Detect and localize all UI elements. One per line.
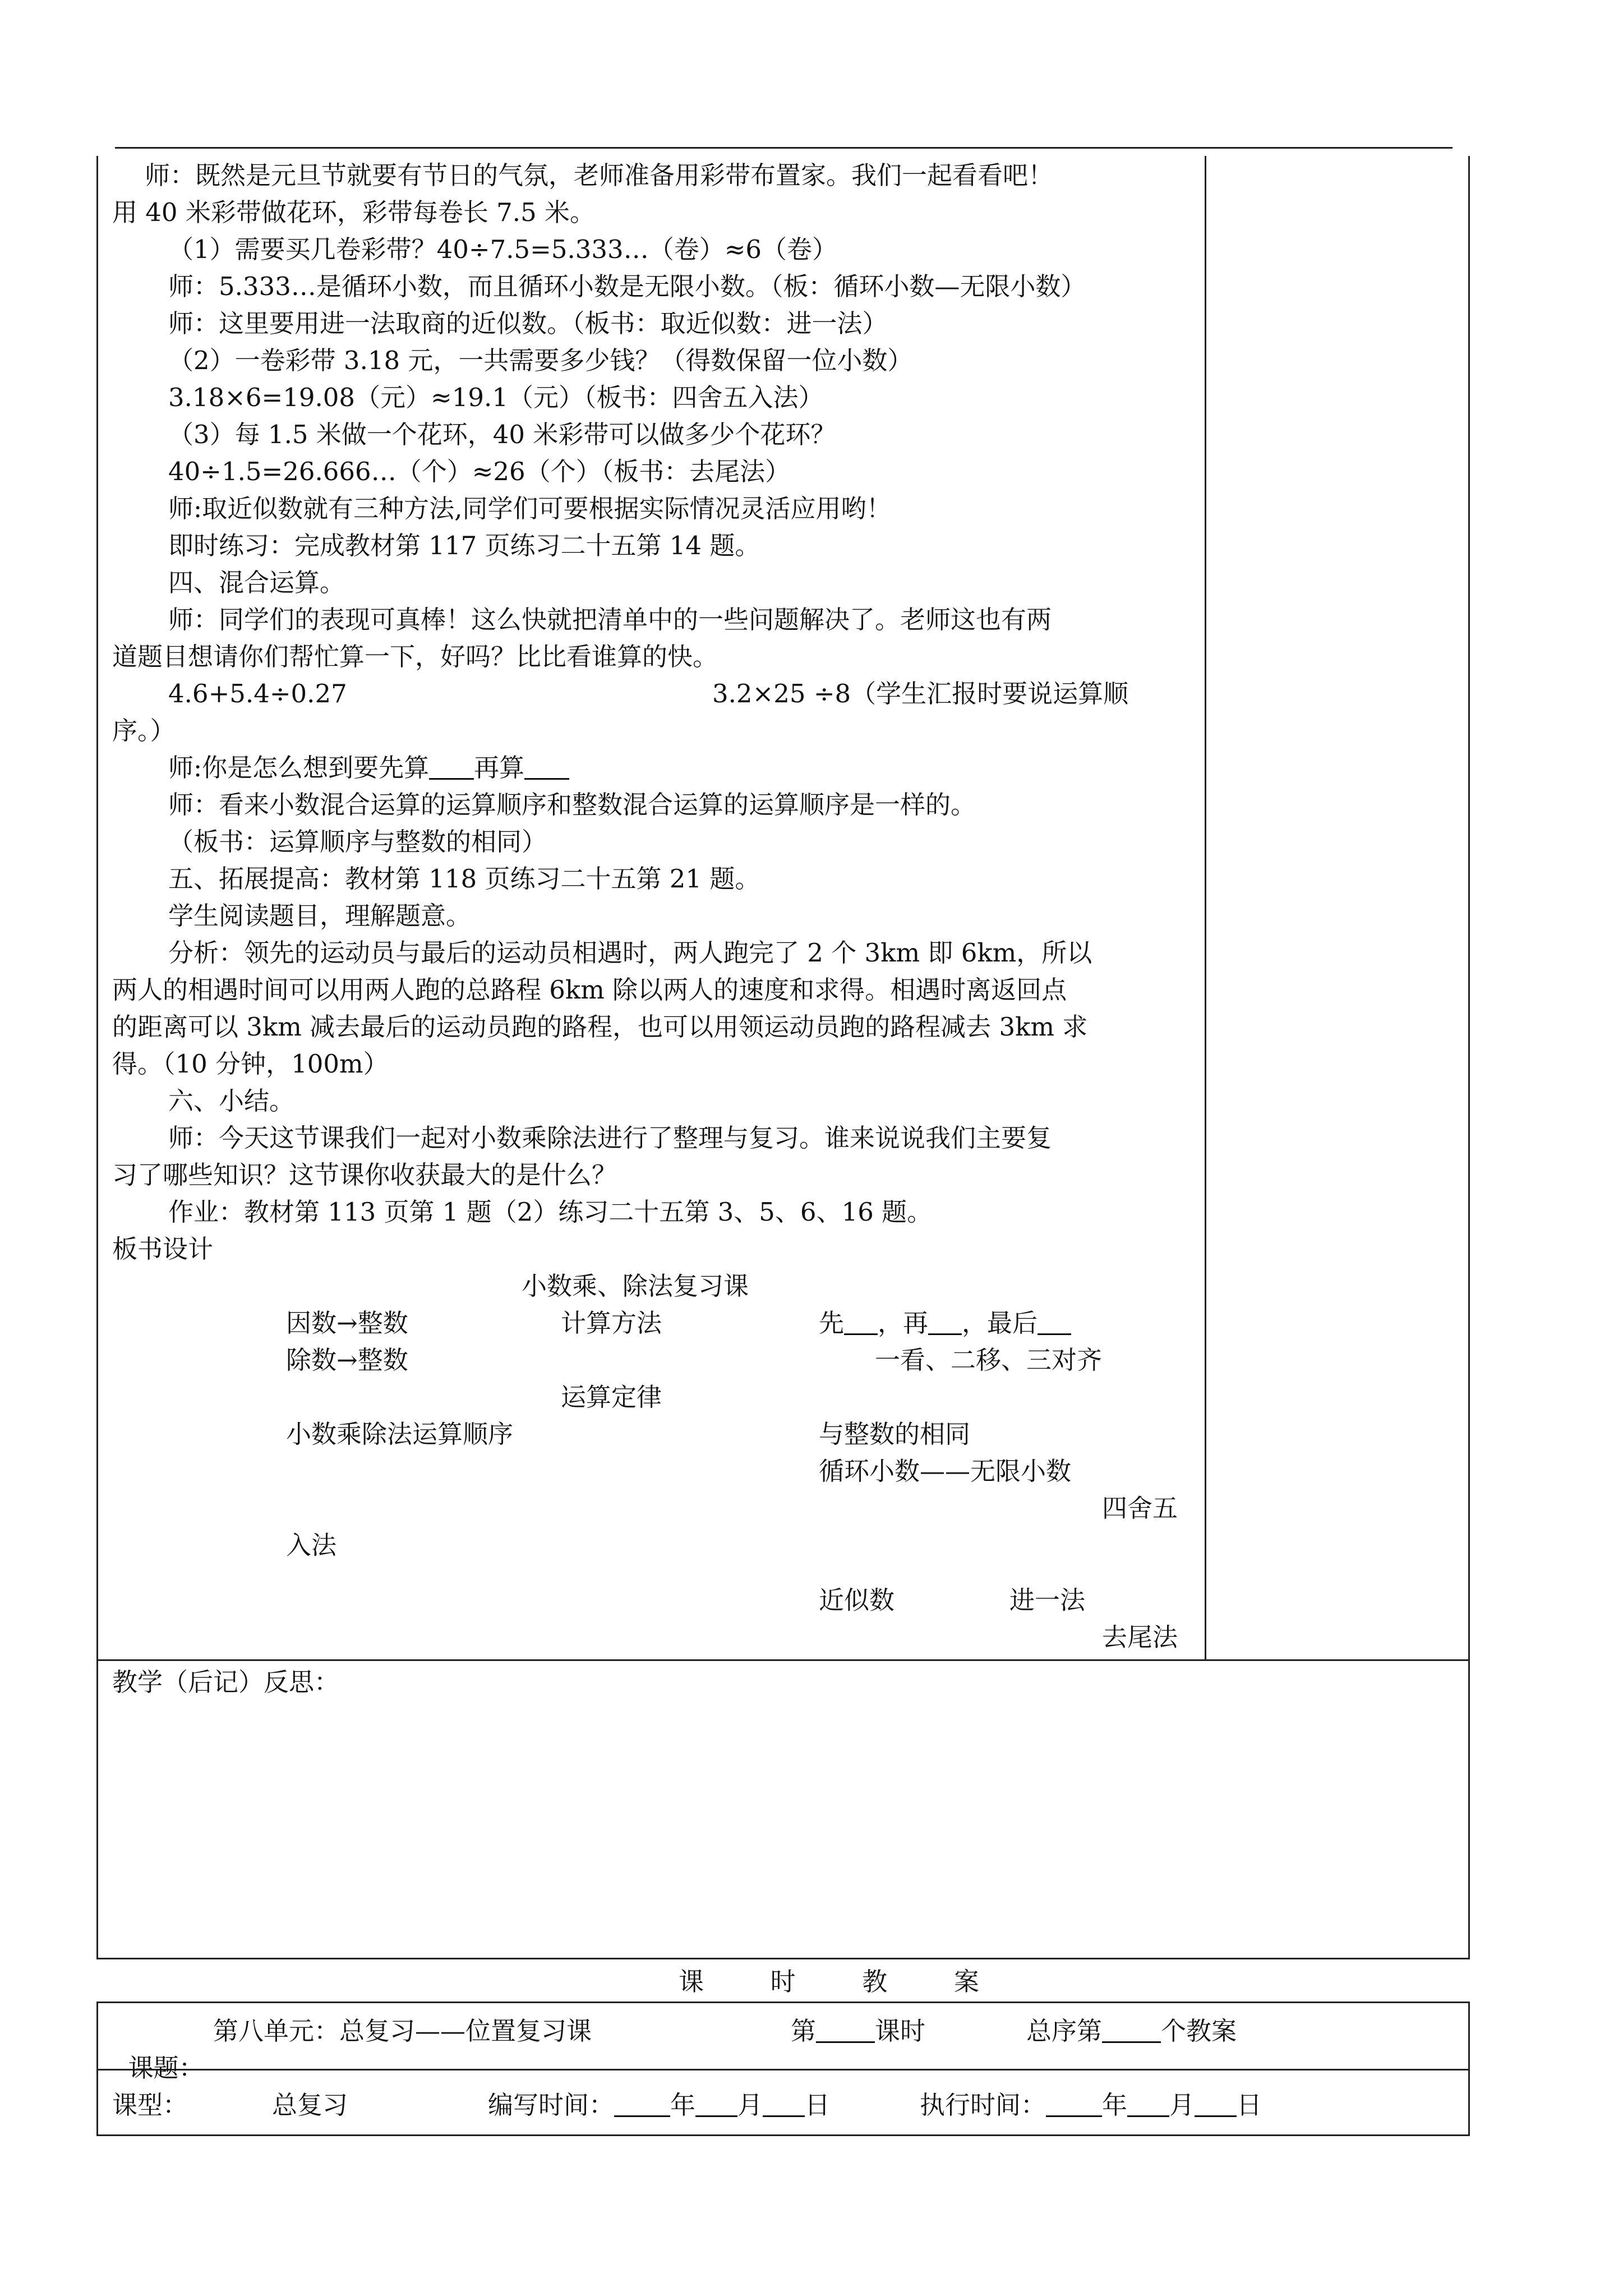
reflection-label: 教学（后记）反思： bbox=[112, 1667, 340, 1697]
board-order: 小数乘除法运算顺序 bbox=[286, 1419, 514, 1449]
plan-row-divider bbox=[98, 2069, 1468, 2070]
lesson-line: （1）需要买几卷彩带？40÷7.5=5.333…（卷）≈6（卷） bbox=[168, 234, 838, 264]
lesson-line: （2）一卷彩带 3.18 元，一共需要多少钱？（得数保留一位小数） bbox=[168, 346, 913, 375]
lesson-line: 序。） bbox=[112, 716, 176, 746]
lesson-line: 3.2×25 ÷8（学生汇报时要说运算顺 bbox=[712, 679, 1129, 708]
table-bottom bbox=[96, 1958, 1470, 1959]
written-day-blank[interactable] bbox=[763, 2091, 805, 2117]
lesson-line: 四、混合运算。 bbox=[168, 568, 345, 597]
blank-underline bbox=[928, 1309, 962, 1335]
board-last: ，最后 bbox=[962, 1308, 1038, 1338]
sequence-prefix: 总序第 bbox=[1026, 2016, 1103, 2046]
lesson-line: 作业：教材第 113 页第 1 题（2）练习二十五第 3、5、6、16 题。 bbox=[168, 1197, 933, 1227]
lesson-line-part: 师:你是怎么想到要先算 bbox=[168, 753, 430, 783]
day-unit: 日 bbox=[1237, 2090, 1262, 2120]
lesson-line: 师：5.333…是循环小数，而且循环小数是无限小数。（板：循环小数—无限小数） bbox=[168, 272, 1086, 301]
written-date-field bbox=[488, 2087, 830, 2124]
year-unit: 年 bbox=[670, 2090, 696, 2120]
board-heading: 板书设计 bbox=[112, 1234, 214, 1264]
lesson-line: 师:取近似数就有三种方法,同学们可要根据实际情况灵活应用哟！ bbox=[168, 494, 892, 523]
table-row-divider bbox=[96, 1659, 1470, 1661]
lesson-line bbox=[168, 749, 569, 786]
lesson-line: 五、拓展提高：教材第 118 页练习二十五第 21 题。 bbox=[168, 864, 760, 894]
lesson-line: 两人的相遇时间可以用两人跑的总路程 6km 除以两人的速度和求得。相遇时离返回点 bbox=[112, 975, 1067, 1005]
exec-year-blank[interactable] bbox=[1046, 2091, 1102, 2117]
day-unit: 日 bbox=[805, 2090, 831, 2120]
lesson-line: 学生阅读题目，理解题意。 bbox=[168, 901, 472, 931]
lesson-line: （3）每 1.5 米做一个花环，40 米彩带可以做多少个花环？ bbox=[168, 420, 836, 449]
written-year-blank[interactable] bbox=[614, 2091, 670, 2117]
lesson-line: 用 40 米彩带做花环，彩带每卷长 7.5 米。 bbox=[112, 197, 596, 227]
lesson-line: 分析：领先的运动员与最后的运动员相遇时，两人跑完了 2 个 3km 即 6km，所以 bbox=[168, 938, 1092, 968]
board-title: 小数乘、除法复习课 bbox=[522, 1271, 749, 1301]
written-label: 编写时间： bbox=[488, 2090, 615, 2120]
lesson-line-part: 再算 bbox=[474, 753, 525, 783]
type-label: 课型： bbox=[112, 2090, 188, 2120]
lesson-line: 师：这里要用进一法取商的近似数。（板书：取近似数：进一法） bbox=[168, 309, 888, 338]
exec-month-blank[interactable] bbox=[1127, 2091, 1169, 2117]
sequence-field bbox=[1026, 2013, 1237, 2050]
lesson-line: 即时练习：完成教材第 117 页练习二十五第 14 题。 bbox=[168, 531, 760, 560]
blank-underline bbox=[844, 1309, 878, 1335]
board-round-a: 四舍五 bbox=[1102, 1493, 1178, 1523]
lesson-line: 师：同学们的表现可真棒！这么快就把清单中的一些问题解决了。老师这也有两 bbox=[168, 605, 1052, 634]
right-border bbox=[1468, 156, 1470, 1959]
plan-title: 课 时 教 案 bbox=[679, 1967, 996, 1996]
lesson-line: 4.6+5.4÷0.27 bbox=[168, 679, 347, 708]
period-prefix: 第 bbox=[791, 2016, 817, 2046]
board-truncate: 去尾法 bbox=[1102, 1622, 1178, 1652]
lesson-line: 师：今天这节课我们一起对小数乘除法进行了整理与复习。谁来说说我们主要复 bbox=[168, 1123, 1052, 1153]
written-month-blank[interactable] bbox=[695, 2091, 737, 2117]
sequence-blank[interactable] bbox=[1102, 2017, 1161, 2043]
lesson-line: 师：既然是元旦节就要有节日的气氛，老师准备用彩带布置家。我们一起看看吧！ bbox=[145, 160, 1054, 190]
blank-underline bbox=[524, 753, 569, 780]
board-same-as-int: 与整数的相同 bbox=[819, 1419, 971, 1449]
topic-label: 课题： bbox=[128, 2053, 204, 2083]
year-unit: 年 bbox=[1102, 2090, 1128, 2120]
topic-row bbox=[112, 2013, 204, 2087]
month-unit: 月 bbox=[1169, 2090, 1195, 2120]
topic-value: 第八单元：总复习——位置复习课 bbox=[213, 2016, 592, 2046]
board-order-blanks bbox=[819, 1305, 1071, 1342]
top-rule bbox=[115, 147, 1453, 149]
period-field bbox=[791, 2013, 925, 2050]
lesson-line: 40÷1.5=26.666…（个）≈26（个）（板书：去尾法） bbox=[168, 457, 791, 486]
lesson-line: 得。（10 分钟，100m） bbox=[112, 1049, 389, 1079]
month-unit: 月 bbox=[737, 2090, 763, 2120]
blank-underline bbox=[1038, 1309, 1071, 1335]
exec-label: 执行时间： bbox=[920, 2090, 1046, 2120]
board-round-up: 进一法 bbox=[1009, 1585, 1086, 1615]
blank-underline bbox=[429, 753, 474, 780]
column-divider bbox=[1205, 156, 1206, 1661]
period-blank[interactable] bbox=[816, 2017, 875, 2043]
period-suffix: 课时 bbox=[875, 2016, 926, 2046]
board-factor: 因数→整数 bbox=[286, 1308, 408, 1338]
sequence-suffix: 个教案 bbox=[1161, 2016, 1237, 2046]
exec-day-blank[interactable] bbox=[1195, 2091, 1237, 2117]
board-approx: 近似数 bbox=[819, 1585, 895, 1615]
board-divisor: 除数→整数 bbox=[286, 1345, 408, 1375]
board-first: 先 bbox=[819, 1308, 845, 1338]
lesson-line: （板书：运算顺序与整数的相同） bbox=[168, 827, 547, 857]
board-law: 运算定律 bbox=[561, 1382, 662, 1412]
lesson-line: 的距离可以 3km 减去最后的运动员跑的路程，也可以用领运动员跑的路程减去 3km 求 bbox=[112, 1012, 1088, 1042]
lesson-line: 3.18×6=19.08（元）≈19.1（元）（板书：四舍五入法） bbox=[168, 383, 824, 412]
board-one-two-three: 一看、二移、三对齐 bbox=[875, 1345, 1103, 1375]
lesson-line: 六、小结。 bbox=[168, 1086, 295, 1116]
board-calc-method: 计算方法 bbox=[561, 1308, 662, 1338]
exec-date-field bbox=[920, 2087, 1262, 2124]
board-then: ，再 bbox=[878, 1308, 929, 1338]
board-round-b: 入法 bbox=[286, 1530, 337, 1560]
type-value: 总复习 bbox=[272, 2090, 348, 2120]
left-border bbox=[96, 156, 98, 1959]
lesson-line: 道题目想请你们帮忙算一下，好吗？比比看谁算的快。 bbox=[112, 642, 718, 671]
lesson-line: 师：看来小数混合运算的运算顺序和整数混合运算的运算顺序是一样的。 bbox=[168, 790, 976, 820]
board-repeating: 循环小数——无限小数 bbox=[819, 1456, 1072, 1486]
lesson-line: 习了哪些知识？这节课你收获最大的是什么？ bbox=[112, 1160, 617, 1190]
